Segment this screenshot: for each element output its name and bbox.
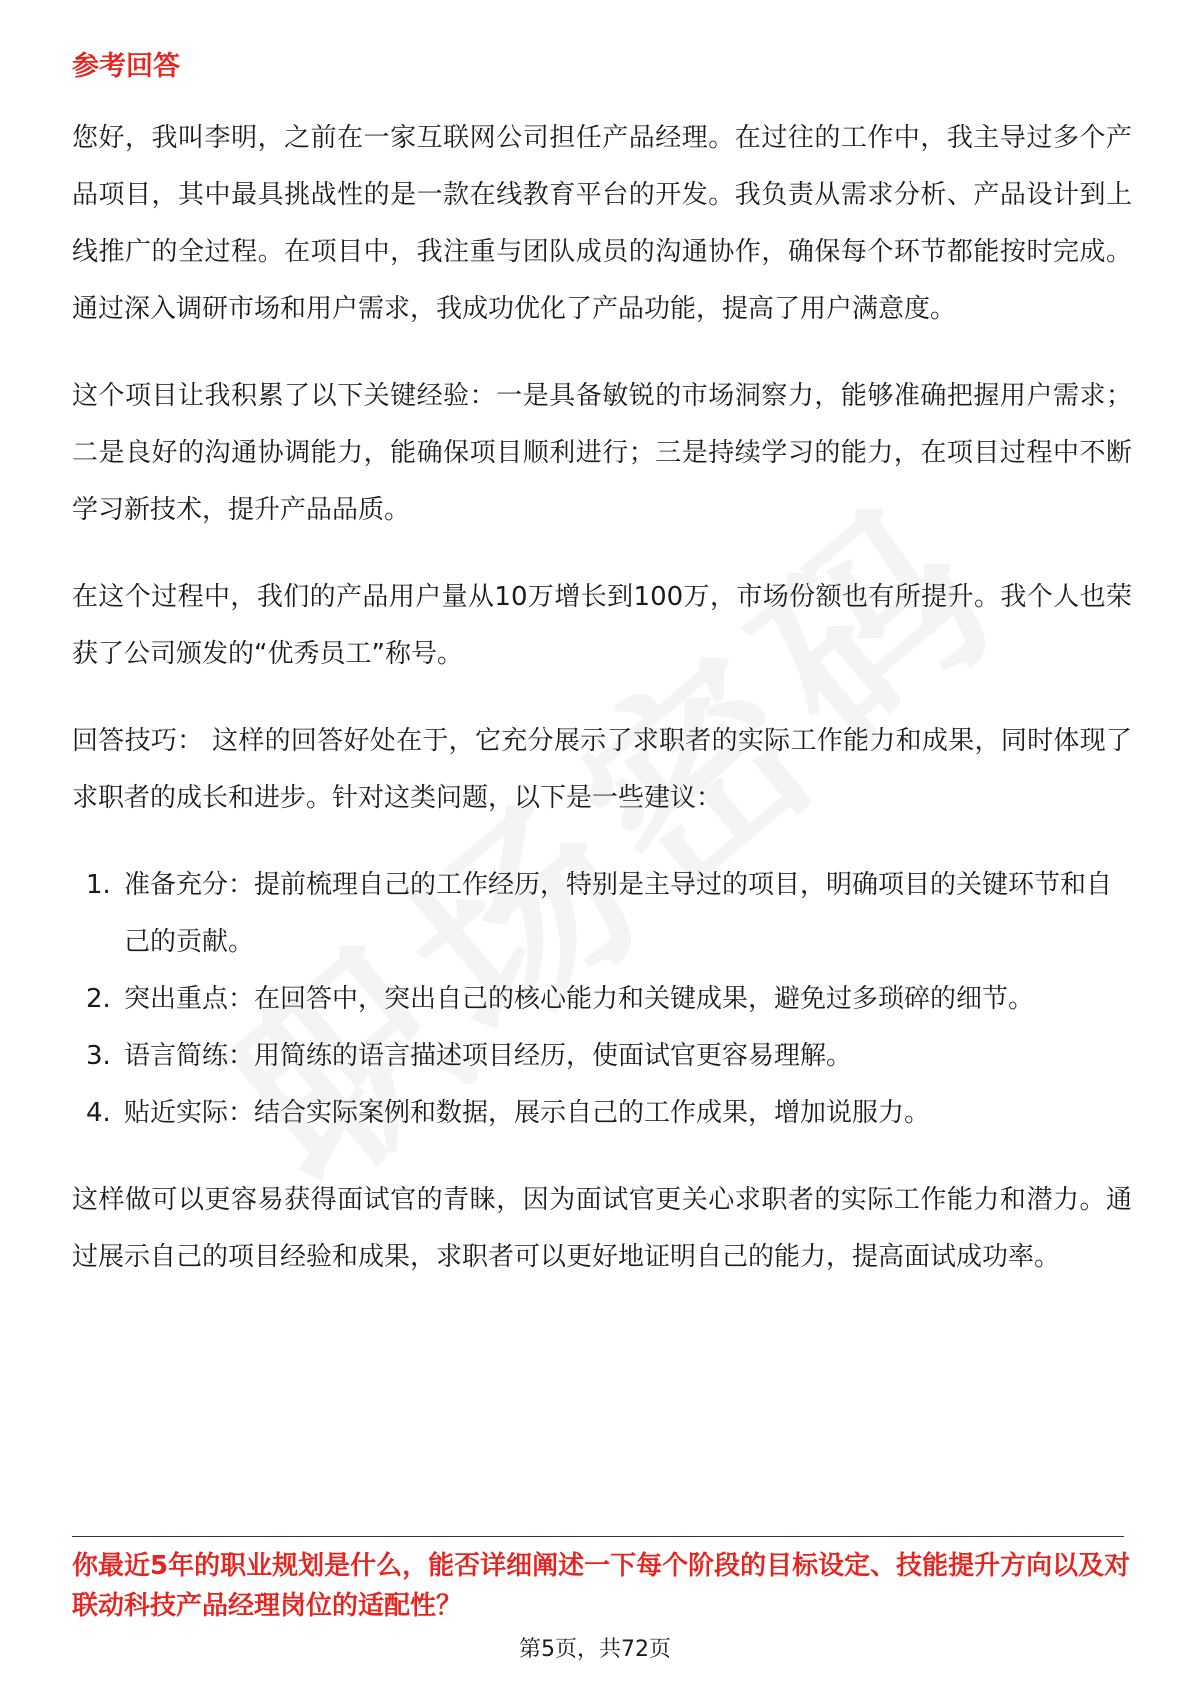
list-item-number: 1. bbox=[86, 870, 111, 900]
list-item-text: 准备充分：提前梳理自己的工作经历，特别是主导过的项目，明确项目的关键环节和自己的贡献。 bbox=[124, 870, 1113, 957]
paragraph-closing: 这样做可以更容易获得面试官的青睐，因为面试官更关心求职者的实际工作能力和潜力。通过展示自己的项目经验和成果，求职者可以更好地证明自己的能力，提高面试成功率。 bbox=[72, 1185, 1132, 1272]
list-item-number: 3. bbox=[86, 1041, 111, 1071]
list-item-text: 突出重点：在回答中，突出自己的核心能力和关键成果，避免过多琐碎的细节。 bbox=[124, 984, 1035, 1014]
page-number: 第5页，共72页 bbox=[519, 1637, 671, 1662]
list-item bbox=[72, 1085, 1132, 1142]
list-item-text: 贴近实际：结合实际案例和数据，展示自己的工作成果，增加说服力。 bbox=[124, 1098, 931, 1128]
list-item bbox=[72, 857, 1132, 971]
paragraph-tips-intro: 回答技巧： 这样的回答好处在于，它充分展示了求职者的实际工作能力和成果，同时体现了求职者的成长和进步。针对这类问题，以下是一些建议： bbox=[72, 726, 1132, 813]
answer-content bbox=[72, 48, 1132, 1316]
list-item-number: 4. bbox=[86, 1098, 111, 1128]
list-item bbox=[72, 1028, 1132, 1085]
paragraph-experience: 这个项目让我积累了以下关键经验：一是具备敏锐的市场洞察力，能够准确把握用户需求；二是良好的沟通协调能力，能确保项目顺利进行；三是持续学习的能力，在项目过程中不断学习新技术，提升产品品质。 bbox=[72, 381, 1132, 525]
next-question-heading: 你最近5年的职业规划是什么，能否详细阐述一下每个阶段的目标设定、技能提升方向以及对联动科技产品经理岗位的适配性？ bbox=[72, 1551, 1131, 1621]
paragraph-intro: 您好，我叫李明，之前在一家互联网公司担任产品经理。在过往的工作中，我主导过多个产品项目，其中最具挑战性的是一款在线教育平台的开发。我负责从需求分析、产品设计到上线推广的全过程。在项目中，我注重与团队成员的沟通协作，确保每个环节都能按时完成。通过深入调研市场和用户需求，我成功优化了产品功能，提高了用户满意度。 bbox=[72, 123, 1132, 324]
paragraph-results: 在这个过程中，我们的产品用户量从10万增长到100万，市场份额也有所提升。我个人也荣获了公司颁发的“优秀员工”称号。 bbox=[72, 582, 1132, 669]
list-item-text: 语言简练：用简练的语言描述项目经历，使面试官更容易理解。 bbox=[124, 1041, 853, 1071]
list-item-number: 2. bbox=[86, 984, 111, 1014]
tips-list bbox=[72, 857, 1132, 1142]
section-title: 参考回答 bbox=[72, 51, 180, 82]
list-item bbox=[72, 971, 1132, 1028]
divider bbox=[72, 1536, 1124, 1537]
